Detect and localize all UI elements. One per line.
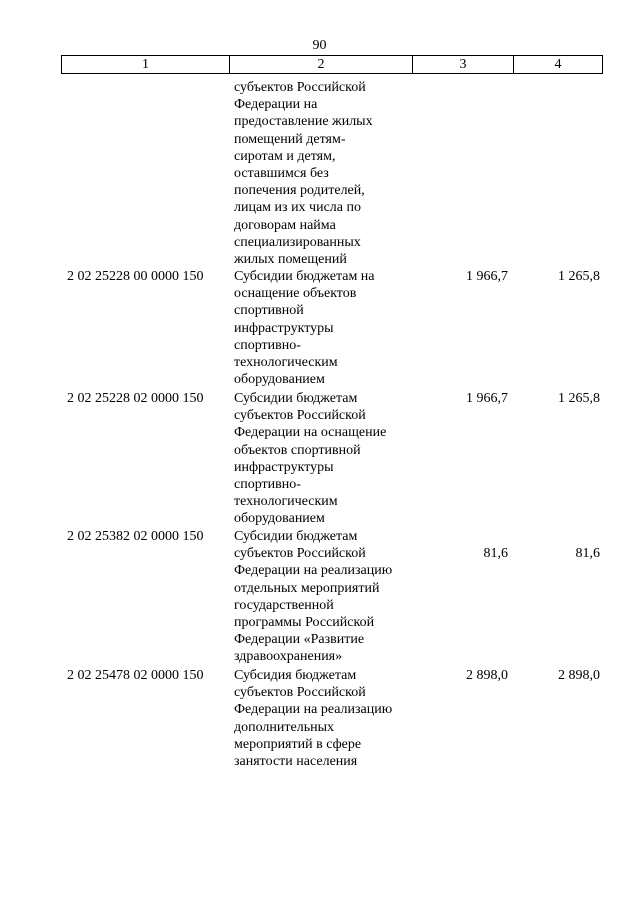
row-code: 2 02 25478 02 0000 150 xyxy=(67,668,204,683)
row-description: Субсидии бюджетам на оснащение объектов спортивной инфраструктуры спортивно- технологическим оборудованием xyxy=(234,269,375,388)
row-description: Субсидии бюджетам субъектов Российской Федерации на реализацию отдельных мероприятий государственной программы Российской Федерации «Развитие здравоохранения» xyxy=(234,529,393,665)
row-value-3: 81,6 xyxy=(483,546,508,561)
column-header-4: 4 xyxy=(514,56,603,74)
row-code: 2 02 25228 02 0000 150 xyxy=(67,391,204,406)
row-code: 2 02 25228 00 0000 150 xyxy=(67,269,204,284)
continuation-text: субъектов Российской Федерации на предоставление жилых помещений детям- сиротам и детям, оставшимся без попечения родителей, лицам из их числа по договорам найма специализированных жилых помещений xyxy=(234,80,373,268)
row-value-3: 1 966,7 xyxy=(466,269,508,284)
row-value-3: 2 898,0 xyxy=(466,668,508,683)
column-header-3: 3 xyxy=(413,56,514,74)
column-header-row xyxy=(61,55,603,74)
row-value-4: 2 898,0 xyxy=(558,668,600,683)
column-header-2: 2 xyxy=(230,56,413,74)
page-number: 90 xyxy=(312,38,327,53)
row-code: 2 02 25382 02 0000 150 xyxy=(67,529,204,544)
row-description: Субсидии бюджетам субъектов Российской Федерации на оснащение объектов спортивной инфраструктуры спортивно- технологическим оборудованием xyxy=(234,391,387,527)
row-value-3: 1 966,7 xyxy=(466,391,508,406)
row-description: Субсидия бюджетам субъектов Российской Федерации на реализацию дополнительных мероприятий в сфере занятости населения xyxy=(234,668,393,770)
row-value-4: 1 265,8 xyxy=(558,269,600,284)
row-value-4: 1 265,8 xyxy=(558,391,600,406)
row-value-4: 81,6 xyxy=(575,546,600,561)
column-header-1: 1 xyxy=(62,56,230,74)
